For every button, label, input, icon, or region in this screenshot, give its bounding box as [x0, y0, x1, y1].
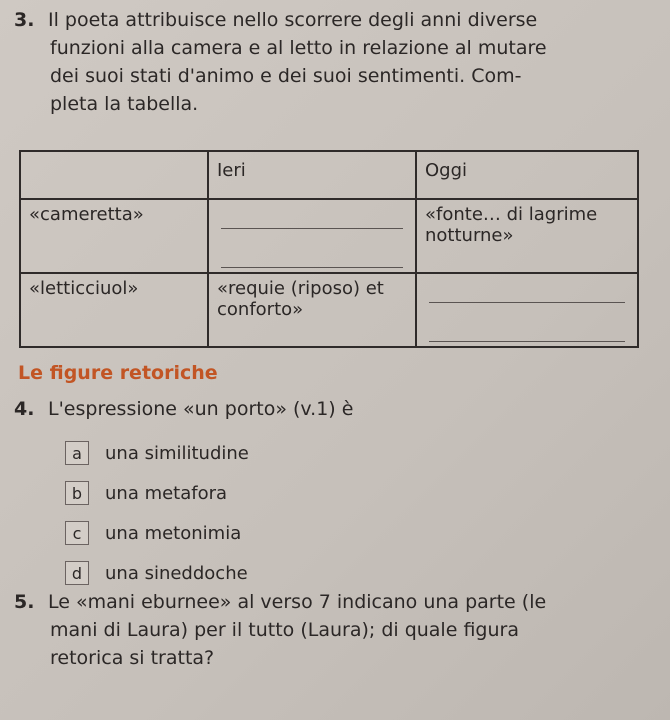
question-text: L'espressione «un porto» (v.1) è [48, 398, 354, 420]
question-text-line: retorica si tratta? [50, 647, 215, 669]
option-c[interactable] [65, 520, 249, 546]
option-b[interactable] [65, 480, 249, 506]
option-checkbox[interactable]: d [65, 561, 89, 585]
section-title: Le figure retoriche [18, 362, 218, 384]
answer-line[interactable] [429, 286, 625, 303]
answer-options [65, 440, 249, 600]
question-number: 4. [14, 398, 35, 420]
table-cell-label: «cameretta» [20, 199, 208, 273]
exercise-table [19, 150, 639, 348]
table-cell-oggi-blank[interactable] [416, 273, 638, 347]
table-header-oggi: Oggi [416, 151, 638, 199]
table-cell-label: «letticciuol» [20, 273, 208, 347]
option-text: una metafora [105, 482, 228, 504]
option-text: una similitudine [105, 442, 249, 464]
question-text-line: pleta la tabella. [50, 93, 199, 115]
question-text-line: mani di Laura) per il tutto (Laura); di quale figura [50, 619, 519, 641]
table-header-row [20, 151, 638, 199]
answer-line[interactable] [221, 212, 403, 229]
table-header-empty [20, 151, 208, 199]
question-text-line: funzioni alla camera e al letto in relazione al mutare [50, 37, 547, 59]
option-text: una metonimia [105, 522, 242, 544]
option-text: una sineddoche [105, 562, 248, 584]
question-5 [14, 588, 654, 672]
answer-line[interactable] [221, 251, 403, 268]
question-4 [14, 395, 654, 423]
table-header-ieri: Ieri [208, 151, 416, 199]
table-cell-oggi: «fonte… di lagrime notturne» [416, 199, 638, 273]
table-row [20, 273, 638, 347]
question-text-line: Il poeta attribuisce nello scorrere degli anni diverse [48, 9, 538, 31]
option-checkbox[interactable]: c [65, 521, 89, 545]
table-cell-ieri: «requie (riposo) et conforto» [208, 273, 416, 347]
question-number: 5. [14, 591, 35, 613]
option-d[interactable] [65, 560, 249, 586]
question-number: 3. [14, 9, 35, 31]
question-3 [14, 6, 654, 118]
question-text-line: Le «mani eburnee» al verso 7 indicano una parte (le [48, 591, 547, 613]
question-text-line: dei suoi stati d'animo e dei suoi sentimenti. Com- [50, 65, 522, 87]
table-row [20, 199, 638, 273]
option-checkbox[interactable]: a [65, 441, 89, 465]
option-checkbox[interactable]: b [65, 481, 89, 505]
table-cell-ieri-blank[interactable] [208, 199, 416, 273]
option-a[interactable] [65, 440, 249, 466]
answer-line[interactable] [429, 325, 625, 342]
